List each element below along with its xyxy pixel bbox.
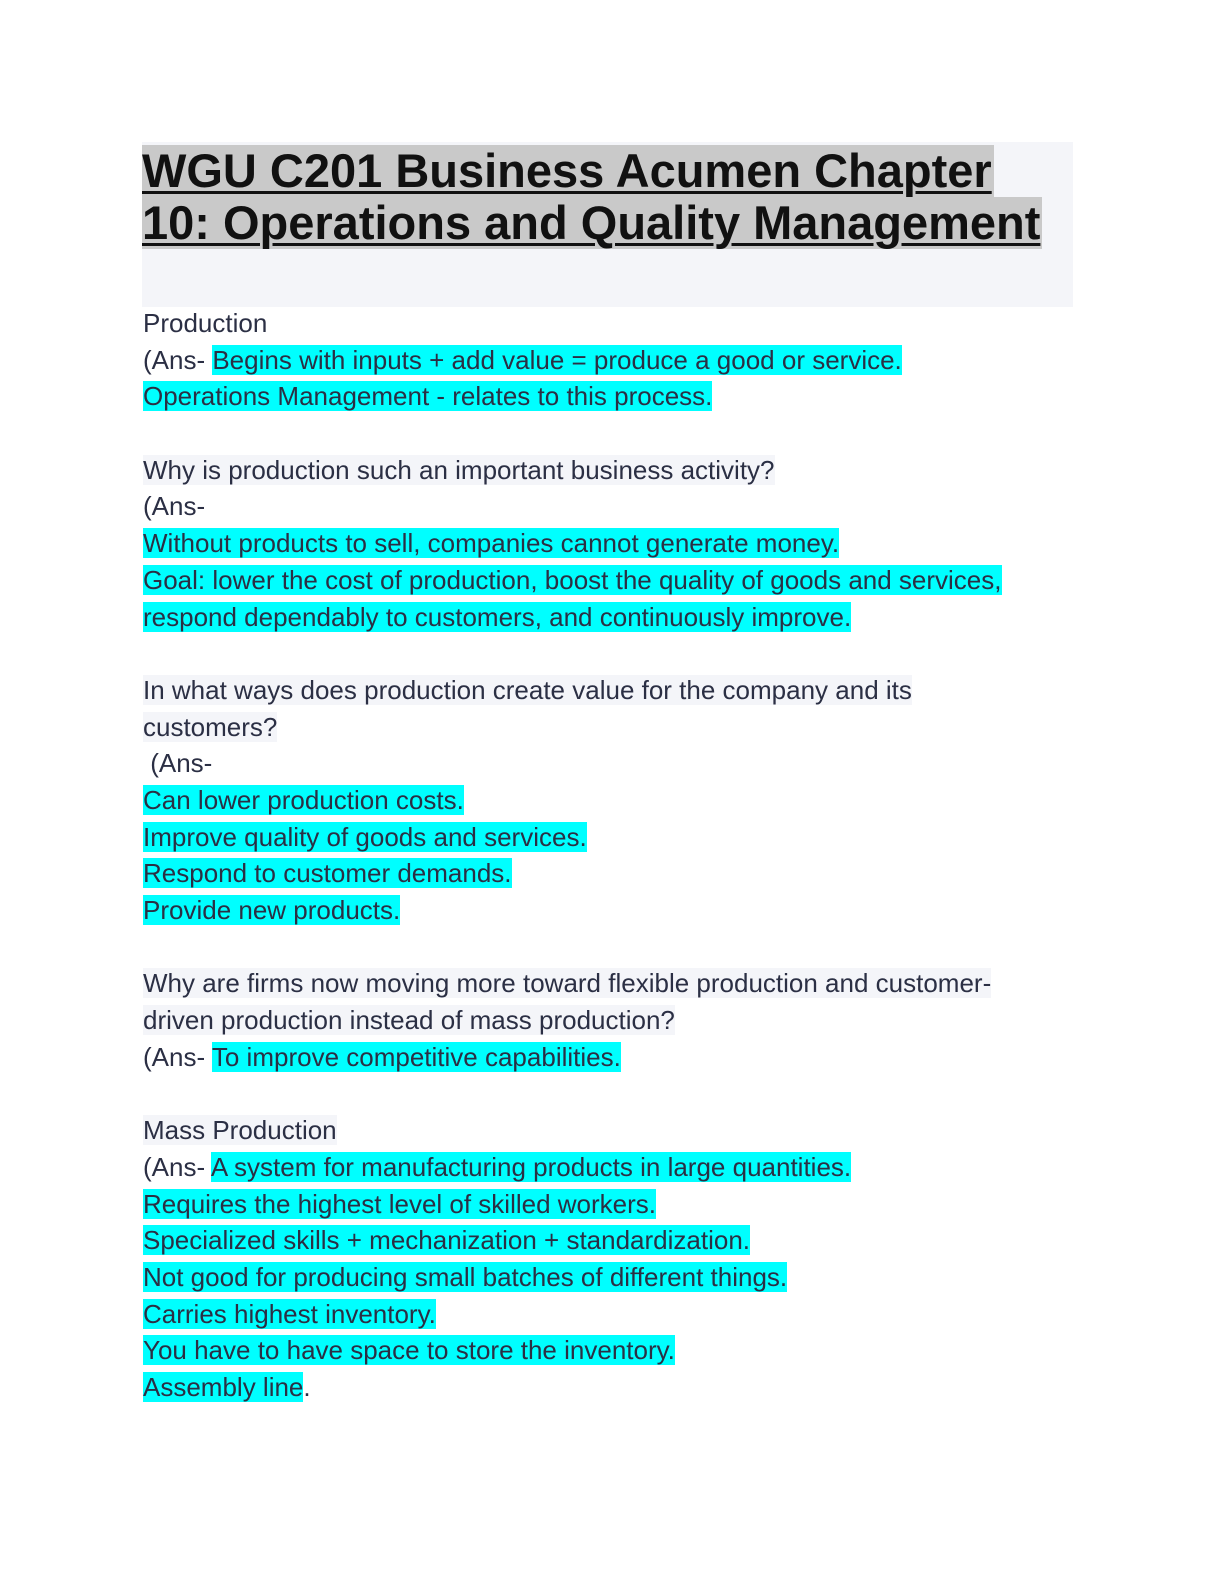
document-title-line-2: 10: Operations and Quality Management [142,196,1041,249]
highlighted-answer: Requires the highest level of skilled workers. [143,1188,657,1219]
highlighted-answer: Provide new products. [143,895,401,925]
answer-line: Assembly line. [143,1371,311,1402]
highlighted-answer: Begins with inputs + add value = produce a good or service. [212,344,902,375]
highlighted-answer: Respond to customer demands. [143,858,512,889]
question: Why are firms now moving more toward flexible production and customer- [143,968,992,999]
highlighted-answer: Operations Management - relates to this process. [143,381,713,412]
spacer [143,929,1083,966]
document-body [143,305,1083,1406]
question: customers? [143,711,278,742]
answer-line [143,342,1083,379]
answer-line [143,1296,1083,1333]
spacer [143,635,1083,672]
highlighted-answer: You have to have space to store the inventory. [143,1335,675,1366]
highlighted-answer: Not good for producing small batches of different things. [143,1261,788,1292]
spacer [143,415,1083,452]
highlighted-answer: Can lower production costs. [143,784,464,815]
answer-line [143,1039,1083,1076]
ans-prefix: (Ans- [143,748,213,779]
answer-line [143,1186,1083,1223]
answer-line [143,378,1083,415]
highlighted-answer: Carries highest inventory. [143,1298,436,1329]
answer-line [143,1259,1083,1296]
highlighted-answer: Without products to sell, companies cannot generate money. [143,528,840,559]
question: In what ways does production create value for the company and its [143,674,912,705]
ans-prefix: (Ans- [143,344,213,375]
answer-line [143,1149,1083,1186]
highlighted-answer: A system for manufacturing products in large quantities. [210,1151,852,1182]
highlighted-answer: Goal: lower the cost of production, boost the quality of goods and services, [143,564,1002,595]
answer-line [143,819,1083,856]
term-mass-production: Mass Production [143,1115,337,1146]
answer-line [143,892,1083,929]
document-title-line-1: WGU C201 Business Acumen Chapter [142,144,992,197]
highlighted-answer: Assembly line [143,1371,304,1402]
term-production: Production [143,308,268,338]
answer-line [143,1222,1083,1259]
spacer [143,1075,1083,1112]
answer-line [143,855,1083,892]
answer-line [143,782,1083,819]
ans-prefix: (Ans- [143,1151,211,1182]
ans-prefix: (Ans- [143,1041,212,1072]
highlighted-answer: respond dependably to customers, and continuously improve. [143,601,852,632]
answer-line [143,525,1083,562]
question: driven production instead of mass production? [143,1005,675,1036]
highlighted-answer: Improve quality of goods and services. [143,821,587,852]
question: Why is production such an important business activity? [143,454,775,485]
ans-prefix: (Ans- [143,491,206,522]
answer-line [143,1332,1083,1369]
highlighted-answer: To improve competitive capabilities. [211,1041,621,1072]
answer-line [143,562,1083,599]
answer-line [143,599,1083,636]
highlighted-answer: Specialized skills + mechanization + standardization. [143,1225,751,1256]
